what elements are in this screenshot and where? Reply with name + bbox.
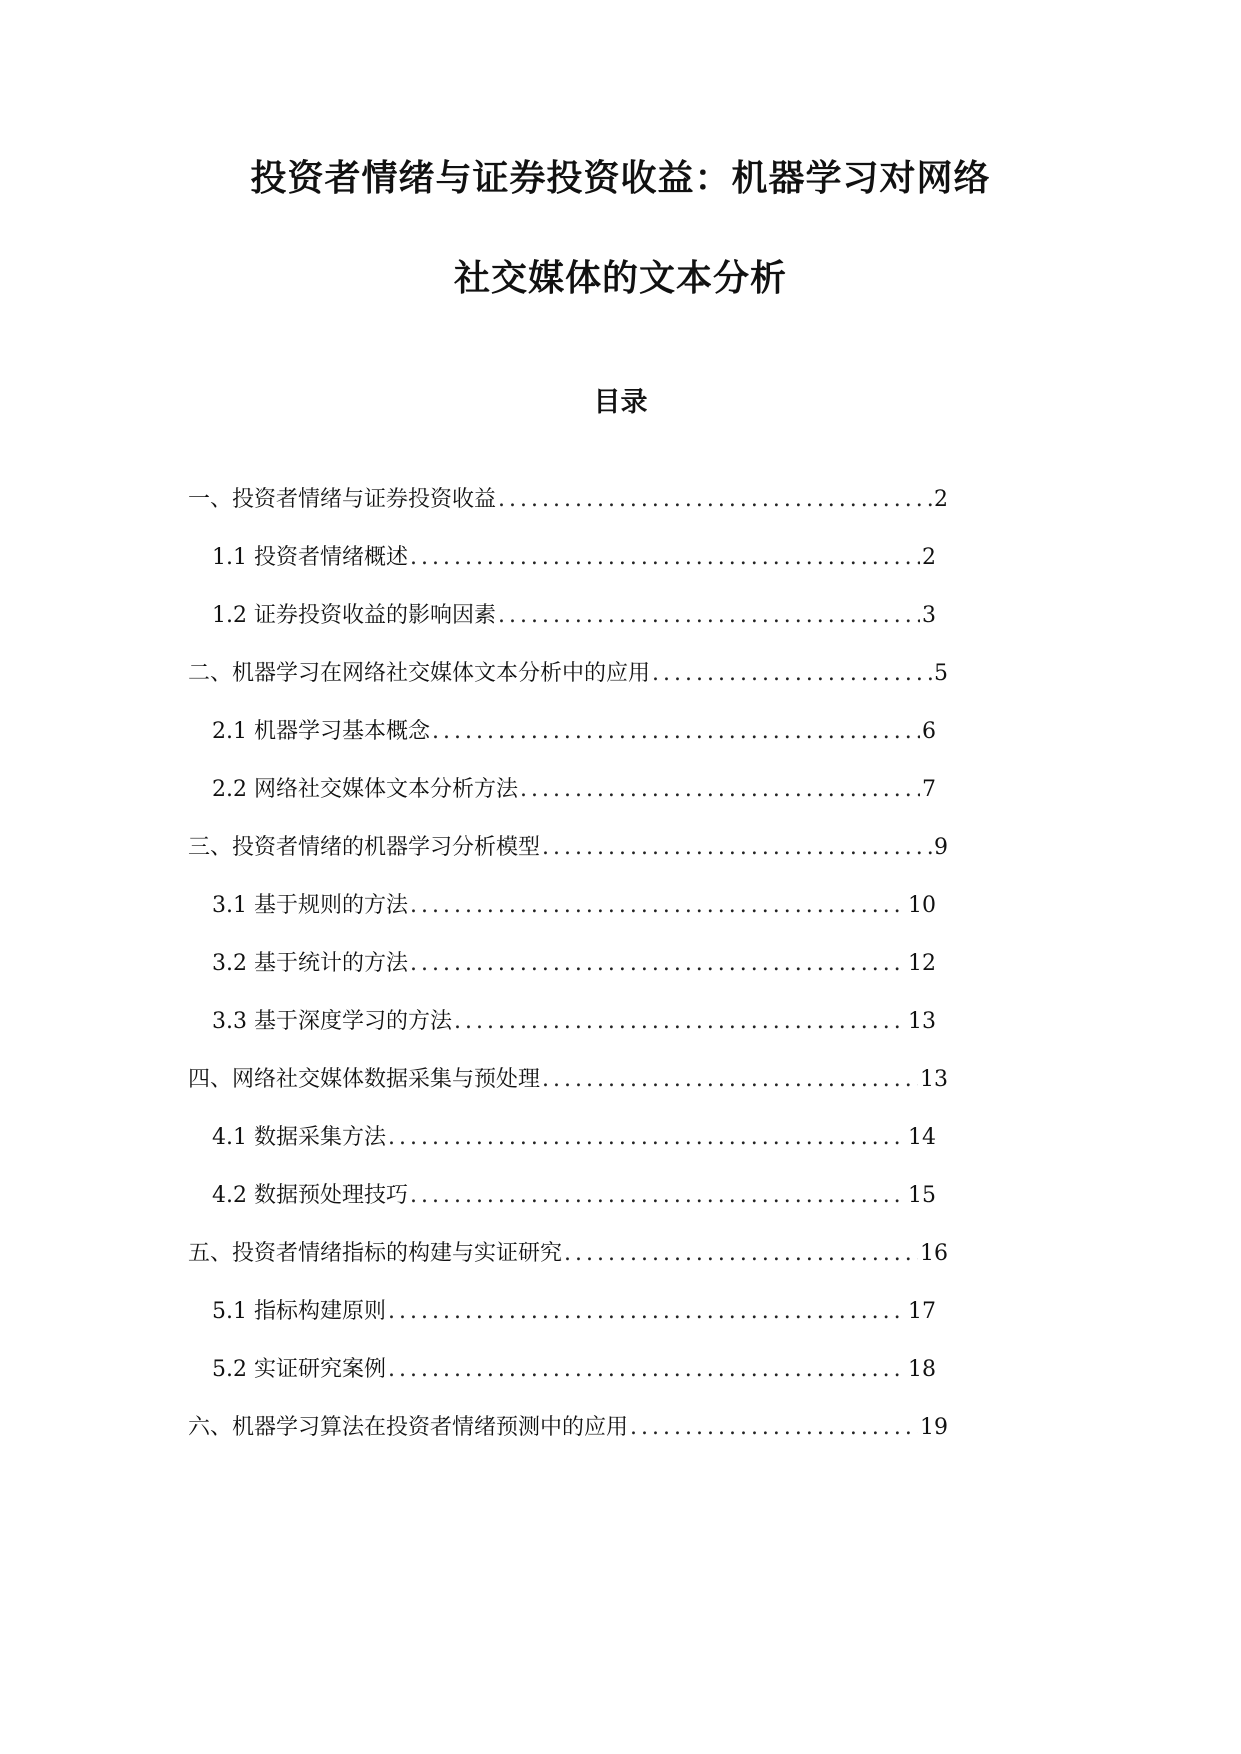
toc-leader-dots xyxy=(410,1176,906,1216)
toc-entry[interactable] xyxy=(188,1234,948,1274)
toc-page-number: 14 xyxy=(908,1125,936,1150)
toc-entry[interactable] xyxy=(188,480,948,520)
toc-leader-dots xyxy=(410,538,920,578)
toc-entry-title: 5.1 指标构建原则 xyxy=(212,1299,386,1324)
toc-leader-dots xyxy=(564,1234,918,1274)
toc-entry[interactable] xyxy=(212,712,936,752)
toc-entry-title: 四、网络社交媒体数据采集与预处理 xyxy=(188,1067,541,1092)
toc-leader-dots xyxy=(410,886,906,926)
toc-leader-dots xyxy=(542,1060,918,1100)
toc-entry-title: 一、投资者情绪与证券投资收益 xyxy=(188,487,497,512)
toc-leader-dots xyxy=(630,1408,918,1448)
toc-leader-dots xyxy=(498,480,932,520)
toc-leader-dots xyxy=(432,712,920,752)
toc-leader-dots xyxy=(498,596,920,636)
toc-page-number: 19 xyxy=(920,1415,948,1440)
toc-entry-title: 1.2 证券投资收益的影响因素 xyxy=(212,603,496,628)
toc-entry[interactable] xyxy=(188,828,948,868)
toc-page-number: 2 xyxy=(934,487,948,512)
toc-entry-title: 5.2 实证研究案例 xyxy=(212,1357,386,1382)
toc-page-number: 18 xyxy=(908,1357,936,1382)
toc-leader-dots xyxy=(542,828,932,868)
toc-entry[interactable] xyxy=(212,1176,936,1216)
toc-entry[interactable] xyxy=(212,1002,936,1042)
toc-entry-title: 2.1 机器学习基本概念 xyxy=(212,719,430,744)
toc-entry-title: 4.2 数据预处理技巧 xyxy=(212,1183,408,1208)
toc-leader-dots xyxy=(388,1350,906,1390)
toc-entry-title: 3.2 基于统计的方法 xyxy=(212,951,408,976)
toc-entry-title: 2.2 网络社交媒体文本分析方法 xyxy=(212,777,518,802)
toc-leader-dots xyxy=(388,1292,906,1332)
toc-page-number: 16 xyxy=(920,1241,948,1266)
document-title-line-1: 投资者情绪与证券投资收益：机器学习对网络 xyxy=(250,158,991,199)
toc-entry-title: 3.3 基于深度学习的方法 xyxy=(212,1009,452,1034)
toc-entry[interactable] xyxy=(212,1118,936,1158)
toc-entry[interactable] xyxy=(212,596,936,636)
toc-entry-title: 4.1 数据采集方法 xyxy=(212,1125,386,1150)
toc-entry[interactable] xyxy=(188,1060,948,1100)
toc-entry[interactable] xyxy=(212,1292,936,1332)
toc-page-number: 13 xyxy=(908,1009,936,1034)
toc-leader-dots xyxy=(652,654,932,694)
toc-leader-dots xyxy=(388,1118,906,1158)
toc-leader-dots xyxy=(410,944,906,984)
toc-entry[interactable] xyxy=(212,770,936,810)
toc-page-number: 2 xyxy=(922,545,936,570)
toc-page-number: 13 xyxy=(920,1067,948,1092)
toc-page-number: 3 xyxy=(922,603,936,628)
toc-entry[interactable] xyxy=(212,538,936,578)
toc-leader-dots xyxy=(454,1002,906,1042)
toc-entry-title: 五、投资者情绪指标的构建与实证研究 xyxy=(188,1241,563,1266)
toc-entry-title: 二、机器学习在网络社交媒体文本分析中的应用 xyxy=(188,661,651,686)
toc-page-number: 7 xyxy=(922,777,936,802)
toc-entry[interactable] xyxy=(212,886,936,926)
toc-page-number: 5 xyxy=(934,661,948,686)
toc-page-number: 9 xyxy=(934,835,948,860)
toc-page-number: 15 xyxy=(908,1183,936,1208)
toc-entry-title: 3.1 基于规则的方法 xyxy=(212,893,408,918)
toc-entry-title: 三、投资者情绪的机器学习分析模型 xyxy=(188,835,541,860)
toc-entry[interactable] xyxy=(212,1350,936,1390)
toc-entry[interactable] xyxy=(188,654,948,694)
document-title-line-2: 社交媒体的文本分析 xyxy=(453,258,787,299)
toc-entry[interactable] xyxy=(188,1408,948,1448)
toc-page-number: 10 xyxy=(908,893,936,918)
toc-heading: 目录 xyxy=(593,387,648,418)
toc-entry-title: 1.1 投资者情绪概述 xyxy=(212,545,408,570)
toc-leader-dots xyxy=(520,770,920,810)
toc-page-number: 17 xyxy=(908,1299,936,1324)
toc-entry[interactable] xyxy=(212,944,936,984)
toc-page-number: 12 xyxy=(908,951,936,976)
toc-entry-title: 六、机器学习算法在投资者情绪预测中的应用 xyxy=(188,1415,629,1440)
toc-page-number: 6 xyxy=(922,719,936,744)
